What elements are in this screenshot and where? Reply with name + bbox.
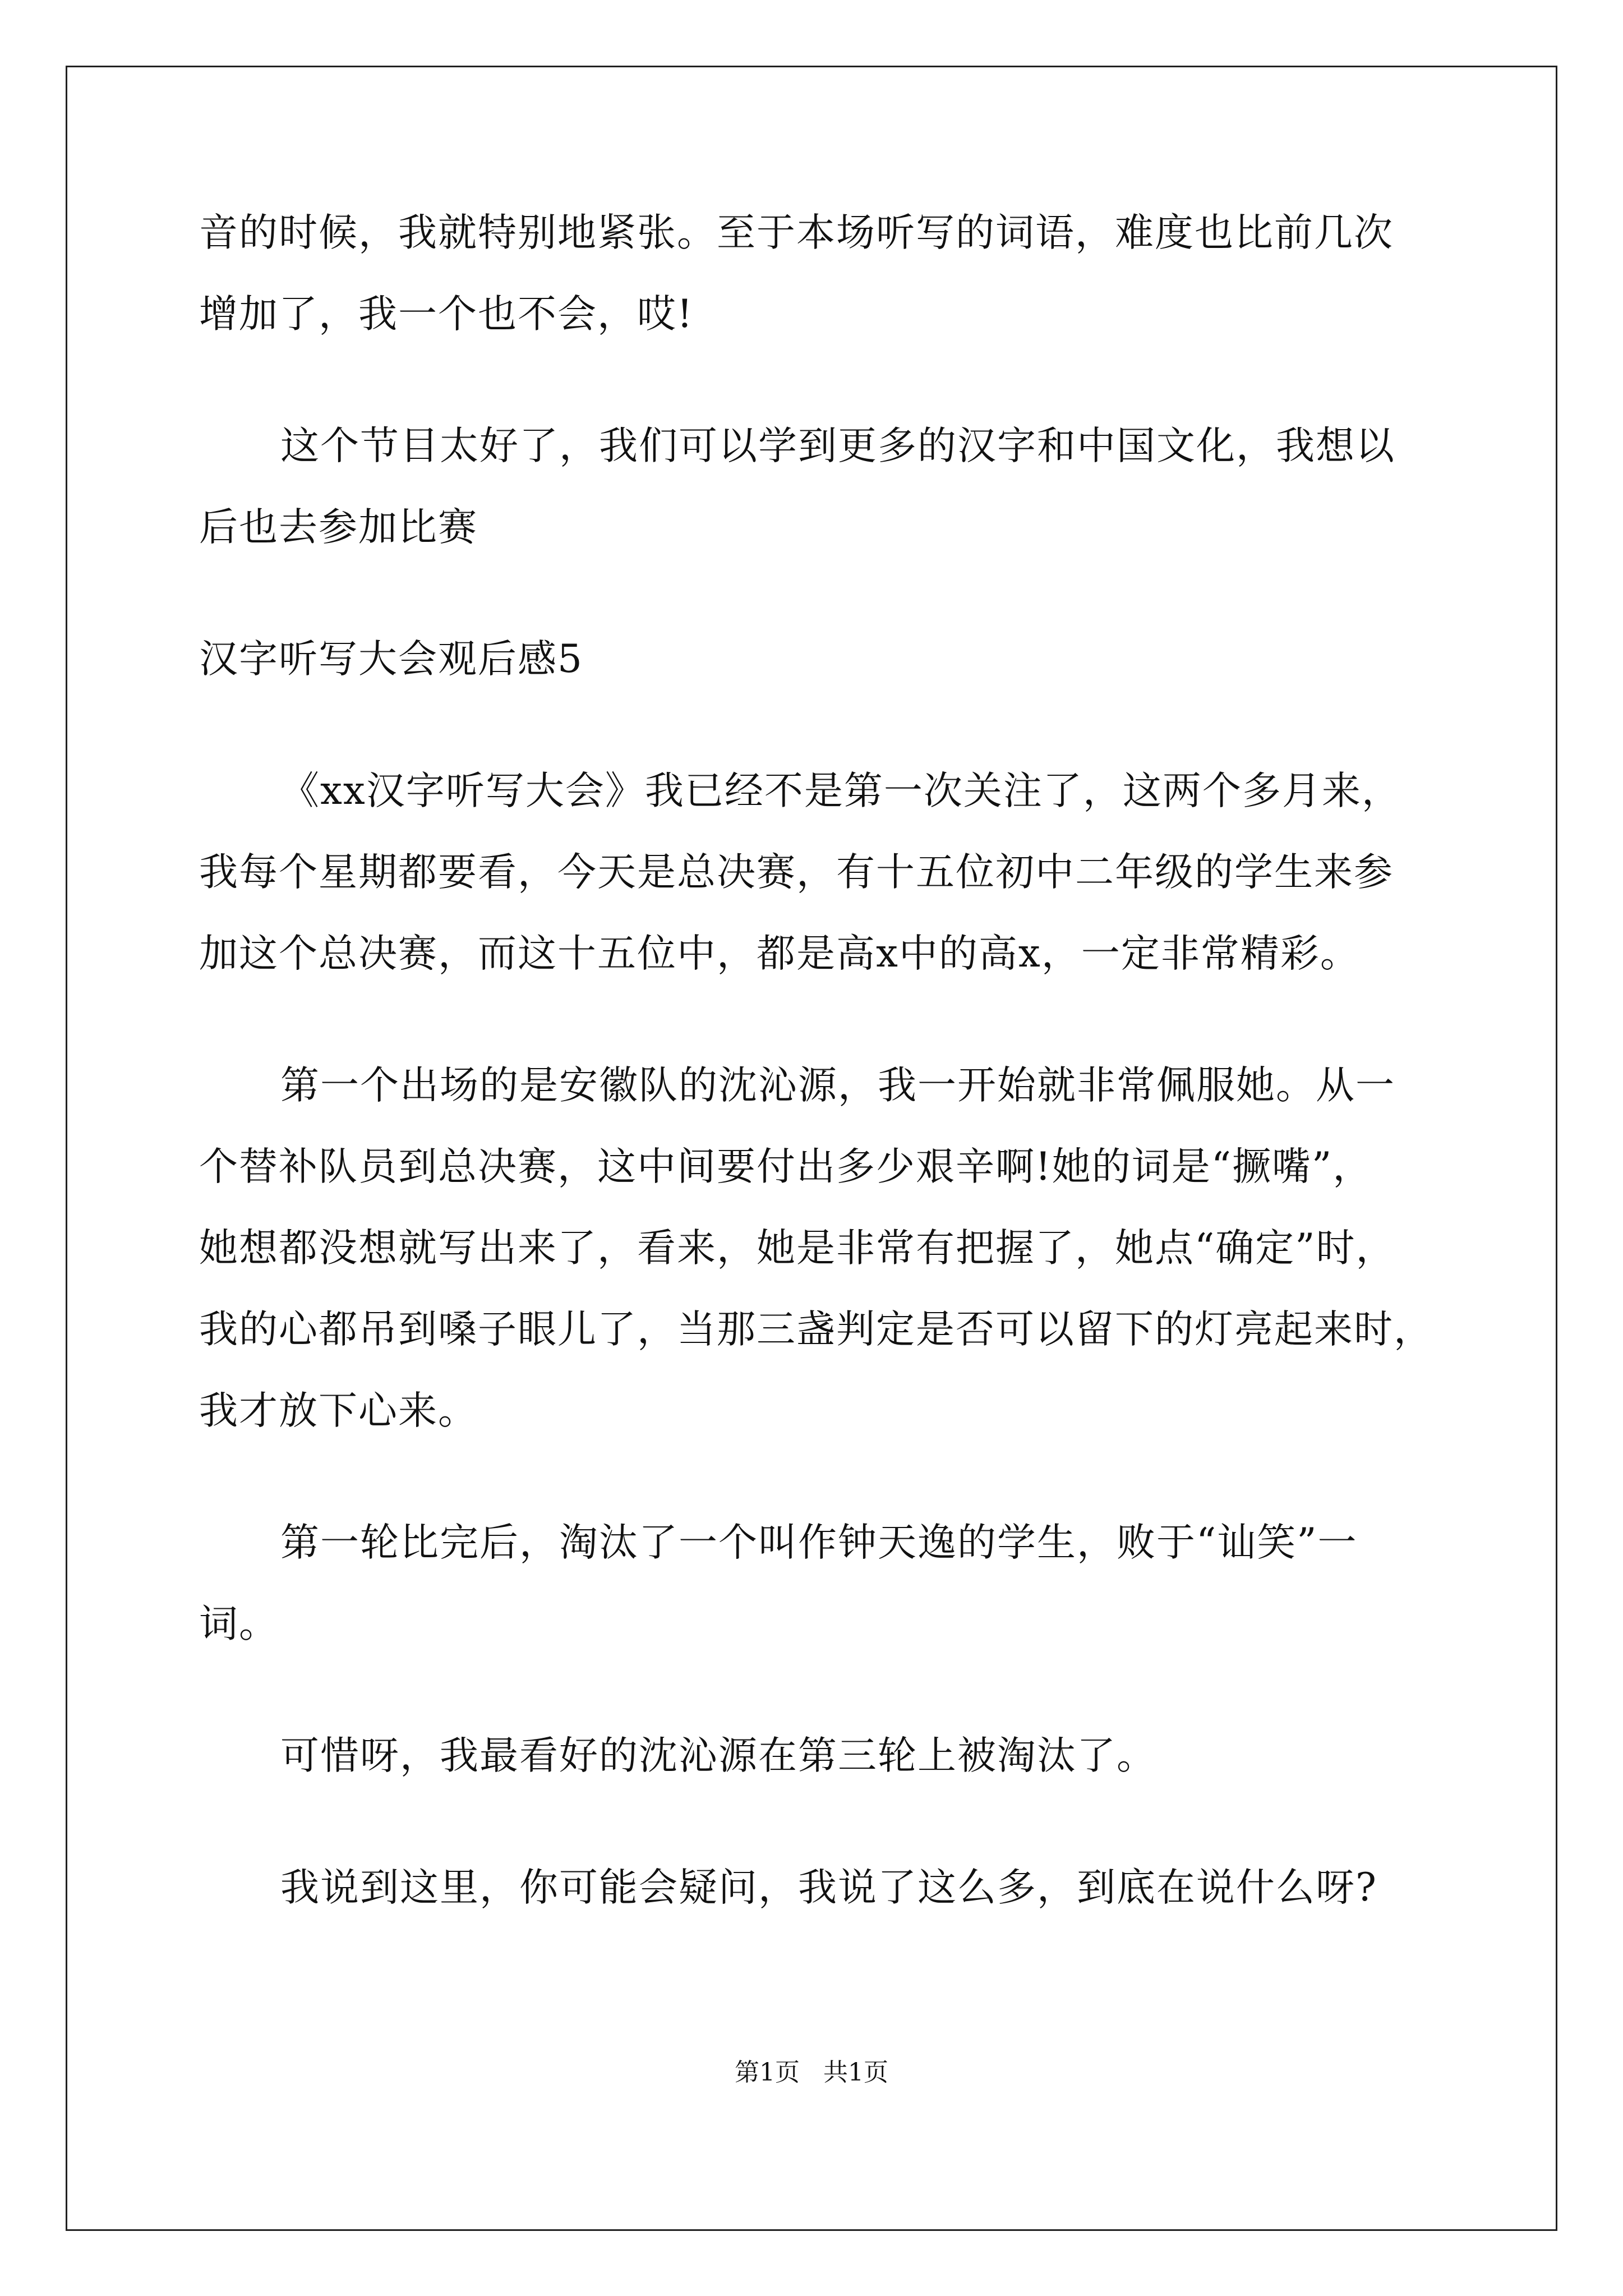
paragraph-line: 我才放下心来。 (199, 1388, 478, 1433)
paragraph-line: 我每个星期都要看，今天是总决赛，有十五位初中二年级的学生来参 (199, 850, 1394, 895)
paragraph-line: 后也去参加比赛 (199, 505, 478, 550)
paragraph-line: 词。 (199, 1602, 279, 1646)
paragraph-line: 这个节目太好了，我们可以学到更多的汉字和中国文化，我想以 (280, 424, 1395, 468)
paragraph-line: 我的心都吊到嗓子眼儿了，当那三盏判定是否可以留下的灯亮起来时， (199, 1307, 1433, 1352)
paragraph-line: 可惜呀，我最看好的沈沁源在第三轮上被淘汰了。 (280, 1733, 1156, 1778)
paragraph-line: 第一轮比完后，淘汰了一个叫作钟天逸的学生，败于“讪笑”一 (280, 1520, 1358, 1565)
paragraph-line: 加这个总决赛，而这十五位中，都是高x中的高x，一定非常精彩。 (199, 931, 1360, 976)
section-heading: 汉字听写大会观后感5 (199, 637, 583, 682)
paragraph-line: 她想都没想就写出来了，看来，她是非常有把握了，她点“确定”时， (199, 1226, 1396, 1271)
paragraph-line: 个替补队员到总决赛，这中间要付出多少艰辛啊!她的词是“撅嘴”， (199, 1144, 1373, 1189)
paragraph-line: 增加了，我一个也不会，哎! (199, 292, 694, 337)
paragraph-line: 我说到这里，你可能会疑问，我说了这么多，到底在说什么呀? (280, 1865, 1377, 1910)
paragraph-line: 《xx汉字听写大会》我已经不是第一次关注了，这两个多月来， (280, 769, 1401, 813)
paragraph-line: 第一个出场的是安徽队的沈沁源，我一开始就非常佩服她。从一 (280, 1063, 1395, 1108)
paragraph-line: 音的时候，我就特别地紧张。至于本场听写的词语，难度也比前几次 (199, 210, 1394, 255)
page-number-footer: 第1页 共1页 (735, 2058, 888, 2087)
